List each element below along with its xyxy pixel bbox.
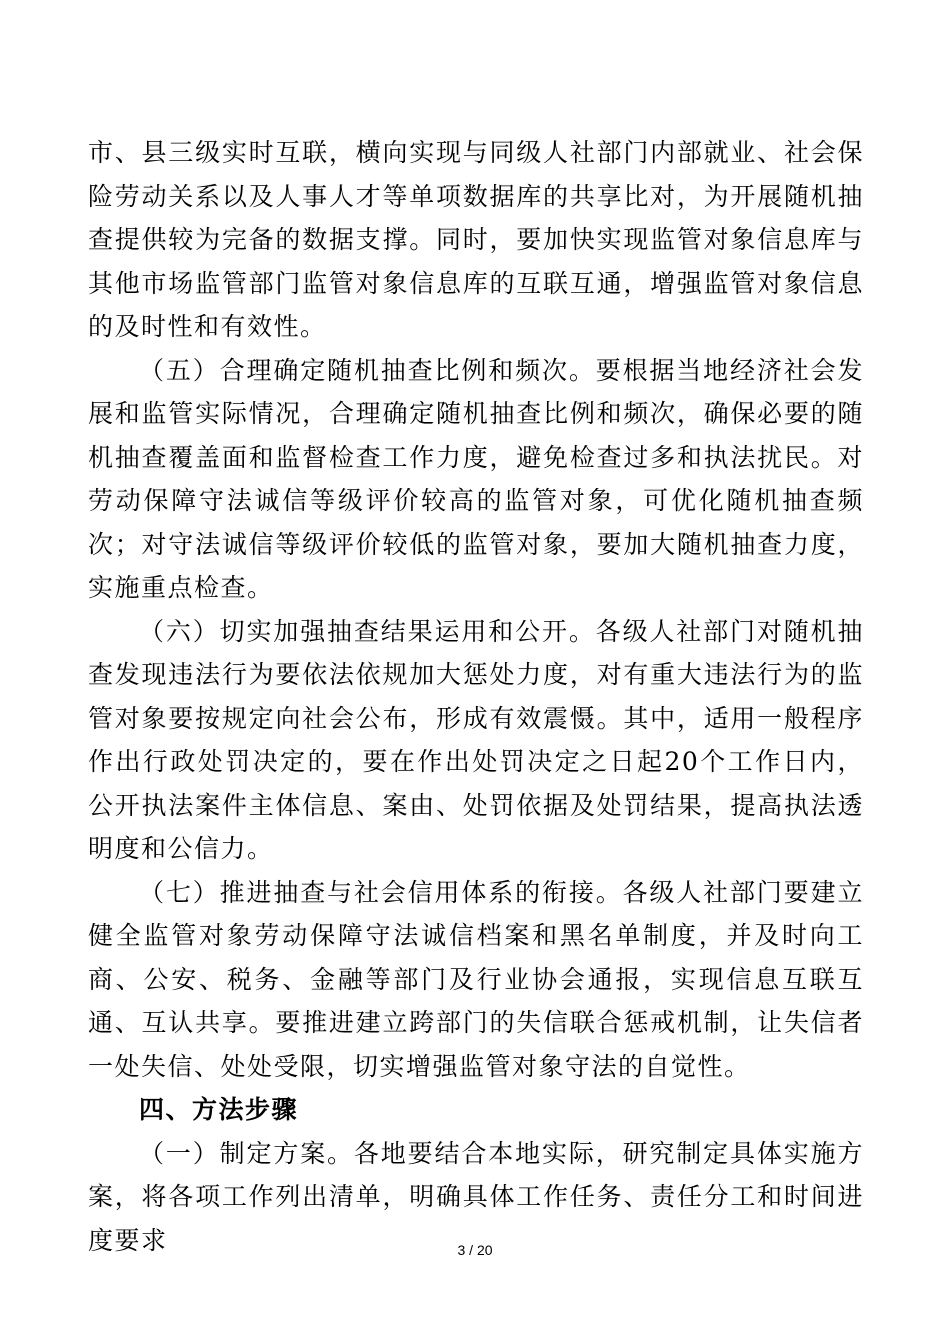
paragraph-item-7: （七）推进抽查与社会信用体系的衔接。各级人社部门要建立健全监管对象劳动保障守法诚信档案和黑名单制度，并及时向工商、公安、税务、金融等部门及行业协会通报，实现信息互联互通、互认共享。要推进建立跨部门的失信联合惩戒机制，让失信者一处失信、处处受限，切实增强监管对象守法的自觉性。 — [88, 877, 864, 1081]
document-body — [88, 131, 864, 1262]
paragraph-item-6: （六）切实加强抽查结果运用和公开。各级人社部门对随机抽查发现违法行为要依法依规加大惩处力度，对有重大违法行为的监管对象要按规定向社会公布，形成有效震慑。其中，适用一般程序作出行政处罚决定的，要在作出处罚决定之日起20个工作日内，公开执法案件主体信息、案由、处罚依据及处罚结果，提高执法透明度和公信力。 — [88, 616, 864, 863]
paragraph-continuation: 市、县三级实时互联，横向实现与同级人社部门内部就业、社会保险劳动关系以及人事人才等单项数据库的共享比对，为开展随机抽查提供较为完备的数据支撑。同时，要加快实现监管对象信息库与其他市场监管部门监管对象信息库的互联互通，增强监管对象信息的及时性和有效性。 — [88, 138, 864, 341]
paragraph-item-5: （五）合理确定随机抽查比例和频次。要根据当地经济社会发展和监管实际情况，合理确定随机抽查比例和频次，确保必要的随机抽查覆盖面和监督检查工作力度，避免检查过多和执法扰民。对劳动保障守法诚信等级评价较高的监管对象，可优化随机抽查频次；对守法诚信等级评价较低的监管对象，要加大随机抽查力度，实施重点检查。 — [88, 355, 864, 602]
section-heading: 四、方法步骤 — [139, 1095, 299, 1124]
page-number: 3 / 20 — [457, 1242, 493, 1258]
paragraph-step-1: （一）制定方案。各地要结合本地实际，研究制定具体实施方案，将各项工作列出清单，明确具体工作任务、责任分工和时间进度要求 — [88, 1138, 864, 1255]
